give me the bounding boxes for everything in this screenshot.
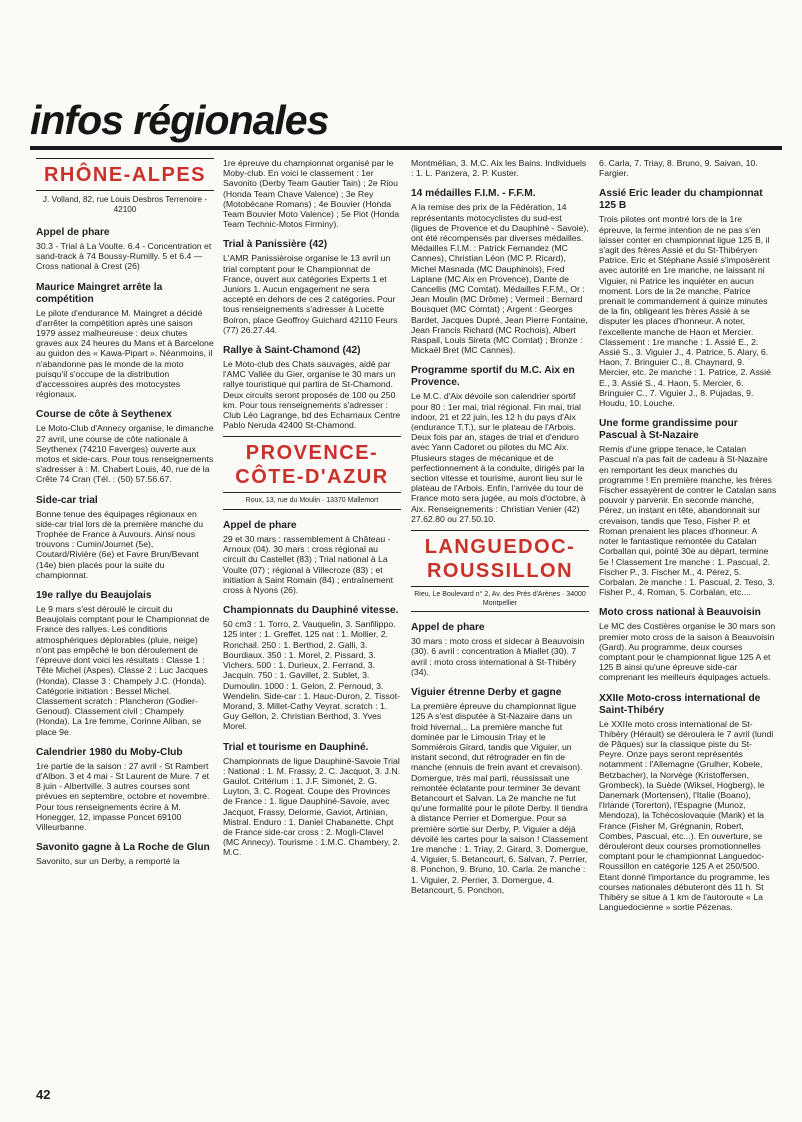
- column-2: [223, 158, 401, 858]
- article-heading: Viguier étrenne Derby et gagne: [411, 687, 562, 699]
- article-body: Le MC des Costières organise le 30 mars son premier moto cross de la saison à Beauvoisin (Gard). Au programme, deux courses comptant pour le championnat ligue 125 A et 125 B ainsi qu'une épreuve side-car comprenant les meilleurs équipages actuels.: [599, 621, 776, 683]
- article-heading: Rallye à Saint-Chamond (42): [223, 345, 361, 357]
- region-header-rhone-alpes: [36, 158, 214, 191]
- article-body: L'AMR Panissièroise organise le 13 avril un trial comptant pour le Championnat de France, ouvert aux catégories Experts 1 et Juniors 1. Aucun engagement ne sera accepté en dehors de ces 2 catégories. Pour tous renseignements s'adresser à Lucette Boiron, place Geoffroy Guichard 42110 Feurs (77) 26.27.44.: [223, 253, 398, 335]
- article-body: 30.3 - Trial à La Voulte. 6.4 - Concentration et sand-track à 74 Boussy-Rumilly. 5 et 6.4 — Cross national à Crest (26): [36, 241, 212, 272]
- region-name-line1: LANGUEDOC-: [424, 536, 576, 559]
- article-heading: XXIIe Moto-cross international de Saint-Thibéry: [599, 692, 761, 716]
- article-body: A la remise des prix de la Fédération, 14 représentants motocyclistes du sud-est (ligues de Provence et du Dauphiné - Savoie), ont été récompensés par diverses médailles. Médailles F.I.M. : Patrick Fernandez (MC Cannes), Christian Léon (MC P. Ricard), Michel Masnada (MC Dauphinois), Fred Laplane (MC Aix en Provence), Dante de Cancellis (MC Comtat). Médailles F.F.M., Or : Jean Moulin (MC Drôme) ; Vermeil : Bernard Bousquet (MC Comtat) ; Argent : Georges Bardet, Jacques Dupré, Jean Pierre Fontaine, Jean Francis Richard (MC Rochois), Albert Raspail, Louis Sireta (MC Comtat) ; Bronze : Mickaël Bret (MC Cannes).: [411, 202, 589, 356]
- article-body: Le Moto-Club d'Annecy organise, le dimanche 27 avril, une course de côte nationale à Seythenex (74210 Faverges) ouverte aux motos et side-cars. Pour tous renseignements s'adresser à : M. Chabert Louis, 40, rue de la Crête 74 Cran (Tél. : (50) 57.56.67.: [36, 423, 214, 485]
- page-title: infos régionales: [30, 97, 329, 143]
- column-4: [599, 158, 777, 912]
- article-body: Remis d'une grippe tenace, le Catalan Pascual n'a pas fait de cadeau à St-Nazaire en remportant les deux manches du programme ! En première manche, les frères Fischer essayèrent de contrer le Catalan sans pouvoir y parvenir. En seconde manche, Pérez, un instant en tête, abandonnait sur crevaison, tandis que Teso, Fisher P. et Roman prenaient les places d'honneur. A noter le fantastique remontée du Catalan Corballan qui, pointé 30e au départ, termine 5e ! Classement 1re manche : 1. Pascual, 2. Fischer P., 3. Fischer M., 4. Pérez, 5. Corbalan. 2e manche : 1. Pascual, 2. Teso, 3. Fisher P., 4. Roman, 5. Corbalan, etc....: [599, 444, 777, 598]
- article-heading: Maurice Maingret arrête la compétition: [36, 281, 163, 305]
- article-heading: Calendrier 1980 du Moby-Club: [36, 746, 183, 758]
- article-body: Savonito, sur un Derby, a remporté la: [36, 856, 180, 867]
- article-heading: Appel de phare: [223, 520, 297, 532]
- region-header-languedoc: [411, 530, 589, 587]
- article-body: Le M.C. d'Aix dévoile son calendrier sportif pour 80 : 1er mai, trial régional. Fin mai, trial indoor, 21 et 22 juin, les 12 h du pays d'Aix (endurance T.T.), sur le plateau de l'Arbois. Deux fois par an, stages de trial et d'enduro avec Yann Cadoret ou pilotes du MC Aix. Plusieurs stages de mécanique et de perfectionnement à la conduite, dirigés par la section vitesse et tourisme, auront lieu sur le plateau de l'Arbois. Enfin, l'arrivée du tour de France moto sera jugée, au mois d'octobre, à Aix. Renseignements : Christian Venier (42) 27.62.80 ou 27.50.10.: [411, 391, 586, 524]
- article-body: 1re partie de la saison : 27 avril - St Rambert d'Albon. 3 et 4 mai - St Laurent de Mure. 7 et 8 juin - Albertville. 3 autres courses sont prévues en septembre, octobre et novembre. Pour tous renseignements écrire à M. Honegger, 12, impasse Poncet 69100 Villeurbanne.: [36, 760, 210, 832]
- article-body: 29 et 30 mars : rassemblement à Château - Arnoux (04). 30 mars : cross régional au circuit du Castellet (83) ; Trial national à La Voulte (07) ; régional à Villecroze (83) ; et initiation à Saint Romain (84) ; entraînement cross à Nyons (26).: [223, 534, 393, 596]
- article-heading: 14 médailles F.I.M. - F.F.M.: [411, 188, 536, 200]
- region-name-line2: ROUSSILLON: [426, 560, 574, 583]
- page-number: 42: [36, 1087, 51, 1102]
- article-heading: Trial et tourisme en Dauphiné.: [223, 741, 369, 753]
- column-1: [36, 158, 214, 866]
- article-heading: 19e rallye du Beaujolais: [36, 590, 152, 602]
- article-heading: Side-car trial: [36, 494, 98, 506]
- article-body: Montmélian, 3. M.C. Aix les Bains. Individuels : 1. L. Panzera, 2. P. Kuster.: [411, 158, 587, 179]
- article-heading: Trial à Panissière (42): [223, 239, 328, 251]
- article-body: Le XXIIe moto cross international de St-Thibéry (Hérault) se déroulera le 7 avril (lundi de Pâques) sur la classique piste du St-Peyre. Onze pays seront représentés notamment : l'Allemagne (Grulher, Kobele, Betzbacher), la Norvège (Kristoffersen, Grombeck), la Suède (Wiksel, Hogberg), le Danemark (Mortensen), l'Italie (Boano), l'Irlande (Torerton), l'Espagne (Munoz, Mendoza), la Tchécoslovaquie (Marik) et la France (Fisher M, Grégnanin, Robert, Combes, Pascual, etc...). En ouverture, se dérouleront deux courses promotionnelles comptant pour le championnat Languedoc-Roussillon en catégorie 125 A et 250/500. Etant donné l'importance du programme, les courses nationales débuteront dès 11 h. St Thibéry se situe à 1 km de l'autoroute « La Languedocienne » sortie Pézenas.: [599, 718, 774, 913]
- article-body: 6. Carla, 7. Triay, 8. Bruno, 9. Saivan, 10. Fargier.: [599, 158, 758, 179]
- region-header-provence: [223, 436, 401, 493]
- article-heading: Appel de phare: [411, 622, 485, 634]
- article-body: 50 cm3 : 1. Torro, 2. Vauquelin, 3. Sanfilippo. 125 inter : 1. Greffet. 125 nat : 1. Mollier, 2. Ronchail. 250 : 1. Berthod, 2. Galli, 3. Bourdiaux. 350 : 1. Morel, 2. Pissard, 3. Vichers. 500 : 1. Durieux, 2. Ferrand, 3. Jacquin. 750 : 1. Gavillet, 2. Sublet, 3. Dumoulin. 1000 : 1. Gelon, 2. Pernoud, 3. Wendelin. Side-car : 1. Hauc-Duron, 2. Tissot-Morand, 3. Millet-Cathy Veyrat. scratch : 1. Guy Gellon, 2. Christian Berthod, 3. Yves Morel.: [223, 619, 401, 732]
- article-body: Bonne tenue des équipages régionaux en side-car trial lors de la première manche du Trophée de France à Auvours. Ainsi nous trouvons : Cumin/Journet (5e), Coutard/Rivière (6e) et Favre Brun/Bevant (14e) bien placés pour la suite du championnat.: [36, 508, 204, 580]
- article-heading: Championnats du Dauphiné vitesse.: [223, 605, 399, 617]
- article-body: Le 9 mars s'est déroulé le circuit du Beaujolais comptant pour le Championnat de France des rallyes. Les conditions atmosphériques déplorables (pluie, neige) n'ont pas empêché le bon déroulement de l'épreuve dont voici les résultats : Classe 1 : Tête Michel (Aspes). Classe 2 : Luc Jacques (Honda). Classe 3 : Champely J.C. (Honda). Catégorie initiation : Bessel Michel. Classement scratch : Plancheron (Godier-Genoud). Classement civil : Champely (Honda). La 1re femme, Corinne Aliban, se place 9e.: [36, 604, 210, 737]
- article-heading: Une forme grandissime pour Pascual à St-Nazaire: [599, 418, 738, 442]
- article-heading: Appel de phare: [36, 227, 110, 238]
- article-body: Championnats de ligue Dauphiné-Savoie Trial : National : 1. M. Frassy, 2. C. Jacquot, 3. J.N. Gaulot. Critérium : 1. J.F. Simonet, 2. G. Luyton, 3. C. Rogeat. Coupe des Provinces de France : 1. ligue Dauphiné-Savoie, avec Jacquot, Frassy, Delorme, Gaviot, Artinian, Mistral. Enduro : 1. Daniel Chabanette. Chpt de France side-car cross : 2. Mogli-Clavel (MC Annecy). Tourisme : 1.M.C. Chambery, 2. M.C.: [223, 755, 401, 858]
- region-address: Rieu, Le Boulevard n° 2, Av. des Prés d'Arènes · 34000 Montpellier: [411, 591, 589, 612]
- title-rule: [30, 146, 782, 150]
- region-name-line2: CÔTE-D'AZUR: [235, 466, 389, 489]
- article-body: Trois pilotes ont montré lors de la 1re épreuve, la ferme intention de ne pas s'en laisser conter en championnat ligue 125 B, il s'agit des frères Assié et du St-Thibéryen Patrice. Eric et Stéphane Assié s'imposèrent avec autorité en 1re manche, ne laissant ni Viguier, ni Patrice les inquiéter en aucun moment. Lors de la 2e manche, Patrice prenait le commandement à quinze minutes de la fin, obligeant les frères Assié à se disputer les places d'honneur. A noter, l'excellente manche de Haon et Mercier. Classement : 1re manche : 1. Assié E., 2. Assié S., 3. Viguier J., 4. Patrice, 5. Alary, 6. Haon, 7. Bringuier C., 8. Chaynard, 9. Mercier, etc. 2e manche : 1. Patrice, 2. Assié E., 3. Assié S., 4. Haon, 5. Mercier, 6. Bringuier C., 7. Viguier J., 8. Pujadas, 9. Houdu, 10. Louche.: [599, 214, 771, 409]
- article-body: Le pilote d'endurance M. Maingret a décidé d'arrêter la compétition après une saison 1979 assez malheureuse : deux chutes graves aux 24 heures du Mans et à Barcelone au guidon des « Kawa-Pipart ». Néanmoins, il n'abandonne pas le monde de la moto puisqu'il s'occupe de la distribution d'accessoires auprès des motocystes régionaux.: [36, 307, 214, 400]
- article-heading: Assié Eric leader du championnat 125 B: [599, 188, 763, 212]
- region-name: RHÔNE-ALPES: [43, 164, 207, 186]
- region-address: J. Volland, 82, rue Louis Desbros Terrenoire - 42100: [42, 195, 208, 214]
- article-heading: Programme sportif du M.C. Aix en Provence.: [411, 365, 575, 389]
- article-heading: Course de côte à Seythenex: [36, 409, 172, 421]
- article-body: Le Moto-club des Chats sauvages, aidé par l'AMC Vallée du Gier, organise le 30 mars un rallye touristique qui partira de St-Chamond. Deux circuits seront proposés de 100 ou 250 km. Pour tous renseignements s'adresser : Club Léo Lagrange, bd des Echarnaux Centre Pablo Neruda 42400 St-Chamond.: [223, 359, 401, 431]
- column-3: [411, 158, 589, 895]
- article-body: La première épreuve du championnat ligue 125 A s'est disputée à St-Nazaire dans un froid hivernal... La première manche fut dominée par le Limousin Triay et le Sommiérois Girard, tandis que Viguier, un instant second, dut rétrograder en fin de manche (ennuis de frein avant et crevaison). Domergue, très mal parti, réussissait une remontée éclatante pour terminer 3e devant Betancourt et Salvan. La 2e manche ne fut qu'une formalité pour le pilote Derby. Il tiendra à distance Perrier et Domergue. Pour sa première sortie sur Derby, P. Viguier a déjà dévoilé les cartes pour la saison ! Classement 1re manche : 1. Triay, 2. Girard, 3. Domergue, 4. Viguier, 5. Betancourt, 6. Salvan, 7. Perrier, 8. Ponchon, 9. Bruno, 10. Carla. 2e manche : 1. Viguier, 2. Perrier, 3. Domergue, 4. Betancourt, 5. Ponchon,: [411, 701, 589, 895]
- article-heading: Moto cross national à Beauvoisin: [599, 607, 761, 619]
- article-heading: Savonito gagne à La Roche de Glun: [36, 842, 210, 854]
- region-address: Roux, 13, rue du Moulin · 13370 Mallemort: [223, 497, 401, 510]
- article-body: 30 mars : moto cross et sidecar à Beauvoisin (30). 6 avril : concentration à Miallet (30). 7 avril : moto cross international à St-Thibéry (34).: [411, 636, 585, 677]
- article-body: 1re épreuve du championnat organisé par le Moby-club. En voici le classement : 1er Savonito (Derby Team Gautier Tain) ; 2e Riou (Honda Team Chave Valence) ; 3e Rey (Motobécane Romans) ; 4e Bouvier (Honda Team Bouvier Moto Valence) ; 5e Piot (Honda Team Technic-Motos Firminy).: [223, 158, 400, 230]
- region-name-line1: PROVENCE-: [245, 442, 379, 465]
